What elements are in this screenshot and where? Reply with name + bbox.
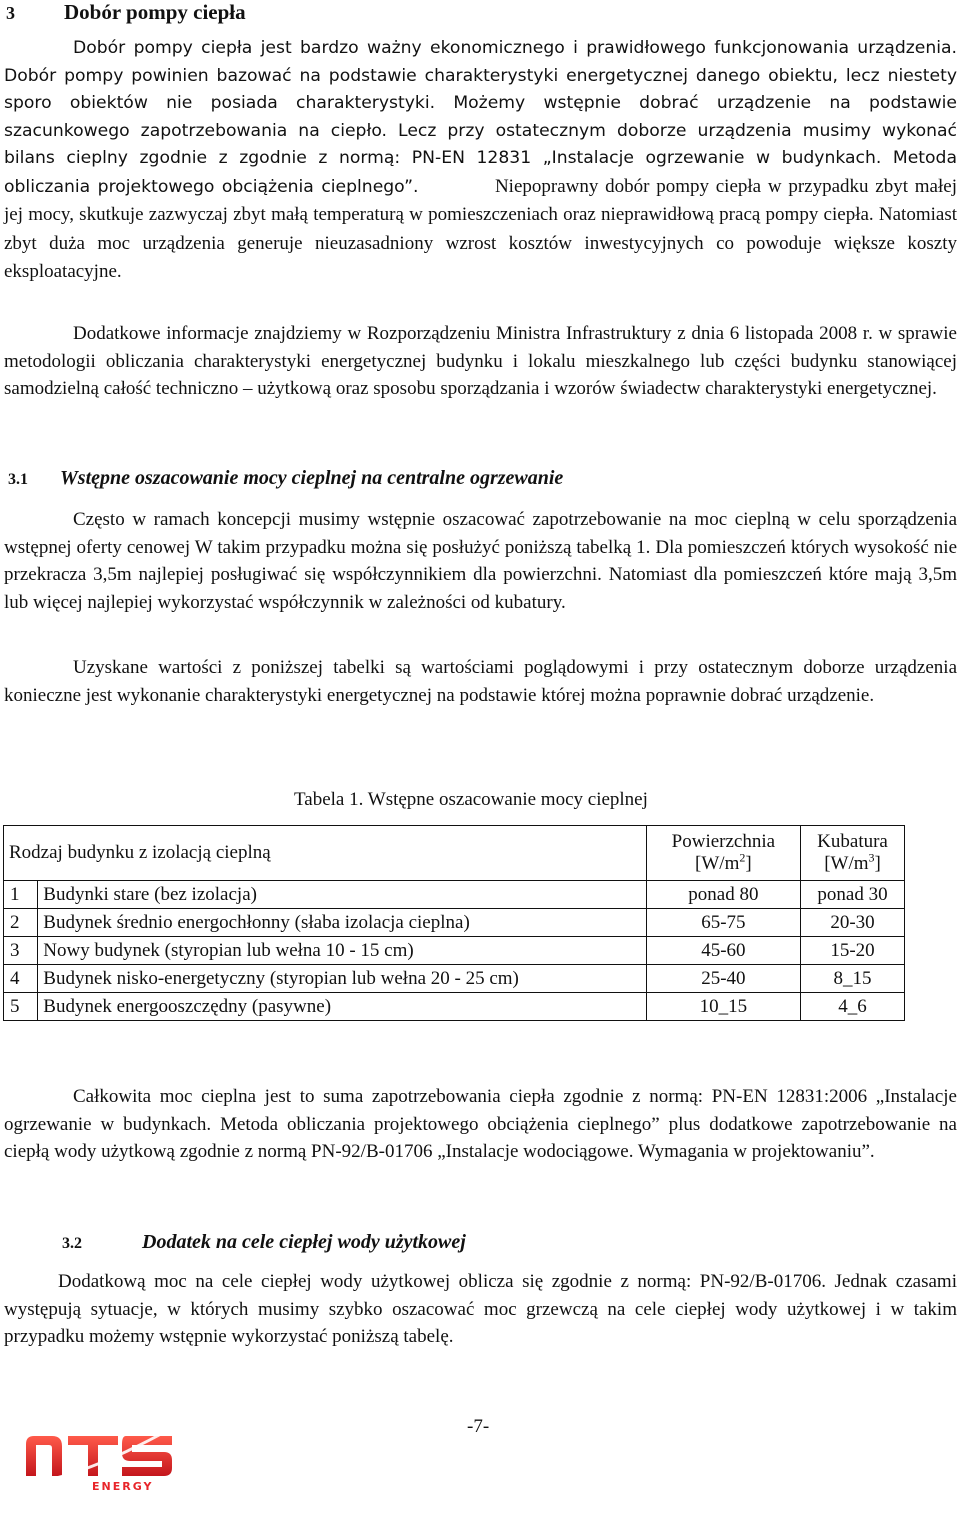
header-volume: Kubatura $[W/m^3]$ xyxy=(801,826,905,881)
section-number: 3 xyxy=(6,3,15,23)
section-title: Wstępne oszacowanie mocy cieplnej na centralne ogrzewanie xyxy=(60,467,564,489)
section-number: 3.1 xyxy=(8,471,28,488)
table-row xyxy=(4,909,905,937)
section-3-heading xyxy=(6,0,246,25)
total-power-text: Całkowita moc cieplna jest to suma zapotrzebowania ciepła zgodnie z normą: PN-EN 12831:2006 „Instalacje ogrzewanie w budynkach. Metoda obliczania projektowego obciążenia cieplnego” plus dodatkowe zapotrzebowanie na ciepłą wody użytkową zgodnie z normą PN-92/B-01706 „Instalacje wodociągowe. Wymagania w projektowaniu”. xyxy=(4,1086,957,1162)
nts-energy-logo xyxy=(22,1424,177,1494)
intro-paragraph xyxy=(4,35,957,287)
row-volume-value: ponad 30 xyxy=(801,881,905,909)
row-volume-value: 4_6 xyxy=(801,993,905,1021)
heat-demand-table xyxy=(3,825,905,1021)
logo-subtext: ENERGY xyxy=(92,1480,154,1493)
values-text: Uzyskane wartości z poniższej tabelki są wartościami poglądowymi i przy ostatecznym doborze urządzenia konieczne jest wykonanie charakterystyki energetycznej na podstawie której można poprawnie dobrać urządzenie. xyxy=(4,657,957,706)
row-building-type: Budynek średnio energochłonny (słaba izolacja cieplna) xyxy=(38,909,646,937)
section-number: 3.2 xyxy=(62,1235,82,1252)
header-area: Powierzchnia $[W/m^2]$ xyxy=(646,826,800,881)
nts-logo-graphic xyxy=(22,1424,177,1494)
row-area-value: ponad 80 xyxy=(646,881,800,909)
total-power-paragraph xyxy=(4,1083,957,1166)
row-area-value: 10_15 xyxy=(646,993,800,1021)
row-number: 5 xyxy=(4,993,38,1021)
regulation-text: Dodatkowe informacje znajdziemy w Rozporządzeniu Ministra Infrastruktury z dnia 6 listopada 2008 r. w sprawie metodologii obliczania charakterystyki energetycznej budynku i lokalu mieszkalnego lub części budynku stanowiącej samodzielną całość techniczno – użytkową oraz sposobu sporządzania i wzorów świadectw charakterystyki energetycznej. xyxy=(4,323,957,399)
section-3-1-heading xyxy=(8,466,563,492)
row-building-type: Budynek energooszczędny (pasywne) xyxy=(38,993,646,1021)
row-number: 4 xyxy=(4,965,38,993)
table-row xyxy=(4,965,905,993)
header-building-type: Rodzaj budynku z izolacją cieplną xyxy=(4,826,647,881)
row-area-value: 45-60 xyxy=(646,937,800,965)
estimate-text: Często w ramach koncepcji musimy wstępnie oszacować zapotrzebowanie na moc cieplną w celu sporządzenia wstępnej oferty cenowej W takim przypadku można się posłużyć poniższą tabelką 1. Dla pomieszczeń których wysokość nie przekracza 3,5m najlepiej posługiwać się współczynnikiem dla powierzchni. Natomiast dla pomieszczeń które mają 3,5m lub więcej najlepiej wykorzystać współczynnik w zależności od kubatury. xyxy=(4,509,957,613)
row-area-value: 25-40 xyxy=(646,965,800,993)
row-volume-value: 20-30 xyxy=(801,909,905,937)
section-title: Dobór pompy ciepła xyxy=(64,0,246,24)
hot-water-text: Dodatkową moc na cele ciepłej wody użytkowej oblicza się zgodnie z normą: PN-92/B-01706. Jednak czasami występują sytuacje, w których musimy szybko oszacować moc grzewczą na cele ciepłej wody użytkowej i w takim przypadku możemy wstępnie wykorzystać poniższą tabelę. xyxy=(4,1271,957,1347)
row-number: 1 xyxy=(4,881,38,909)
regulation-paragraph xyxy=(4,320,957,403)
row-building-type: Budynek nisko-energetyczny (styropian lub wełna 20 - 25 cm) xyxy=(38,965,646,993)
section-title: Dodatek na cele ciepłej wody użytkowej xyxy=(142,1231,466,1253)
row-volume-value: 15-20 xyxy=(801,937,905,965)
intro-text-sans: Dobór pompy ciepła jest bardzo ważny ekonomicznego i prawidłowego funkcjonowania urządzenia. Dobór pompy powinien bazować na podstawie charakterystyki energetycznej danego obiektu, lecz niestety sporo obiektów nie posiada charakterystyki. Możemy wstępnie dobrać urządzenie na podstawie szacunkowego zapotrzebowania na ciepło. Lecz przy ostatecznym doborze urządzenia musimy wykonać bilans cieplny zgodnie z zgodnie z normą: PN-EN 12831 „Instalacje ogrzewanie w budynkach. Metoda obliczania projektowego obciążenia cieplnego”. xyxy=(4,38,957,197)
hot-water-paragraph xyxy=(4,1268,957,1351)
row-number: 2 xyxy=(4,909,38,937)
row-number: 3 xyxy=(4,937,38,965)
row-building-type: Nowy budynek (styropian lub wełna 10 - 15 cm) xyxy=(38,937,646,965)
table-row xyxy=(4,881,905,909)
estimate-paragraph xyxy=(4,506,957,616)
section-3-2-heading xyxy=(62,1230,466,1256)
row-building-type: Budynki stare (bez izolacja) xyxy=(38,881,646,909)
row-volume-value: 8_15 xyxy=(801,965,905,993)
row-area-value: 65-75 xyxy=(646,909,800,937)
table-caption: Tabela 1. Wstępne oszacowanie mocy cieplnej xyxy=(294,789,648,810)
page-number: -7- xyxy=(467,1416,490,1437)
table-header-row xyxy=(4,826,905,881)
values-paragraph xyxy=(4,654,957,709)
intro-text-serif: Niepoprawny dobór pompy ciepła w przypadku zbyt małej jej mocy, skutkuje zazwyczaj zbyt małą temperaturą w pomieszczeniach oraz nieprawidłową pracą pompy ciepła. Natomiast zbyt duża moc urządzenia generuje nieuzasadniony wzrost kosztów inwestycyjnych co powoduje większe koszty eksploatacyjne. xyxy=(4,175,957,282)
table-row xyxy=(4,993,905,1021)
table-row xyxy=(4,937,905,965)
